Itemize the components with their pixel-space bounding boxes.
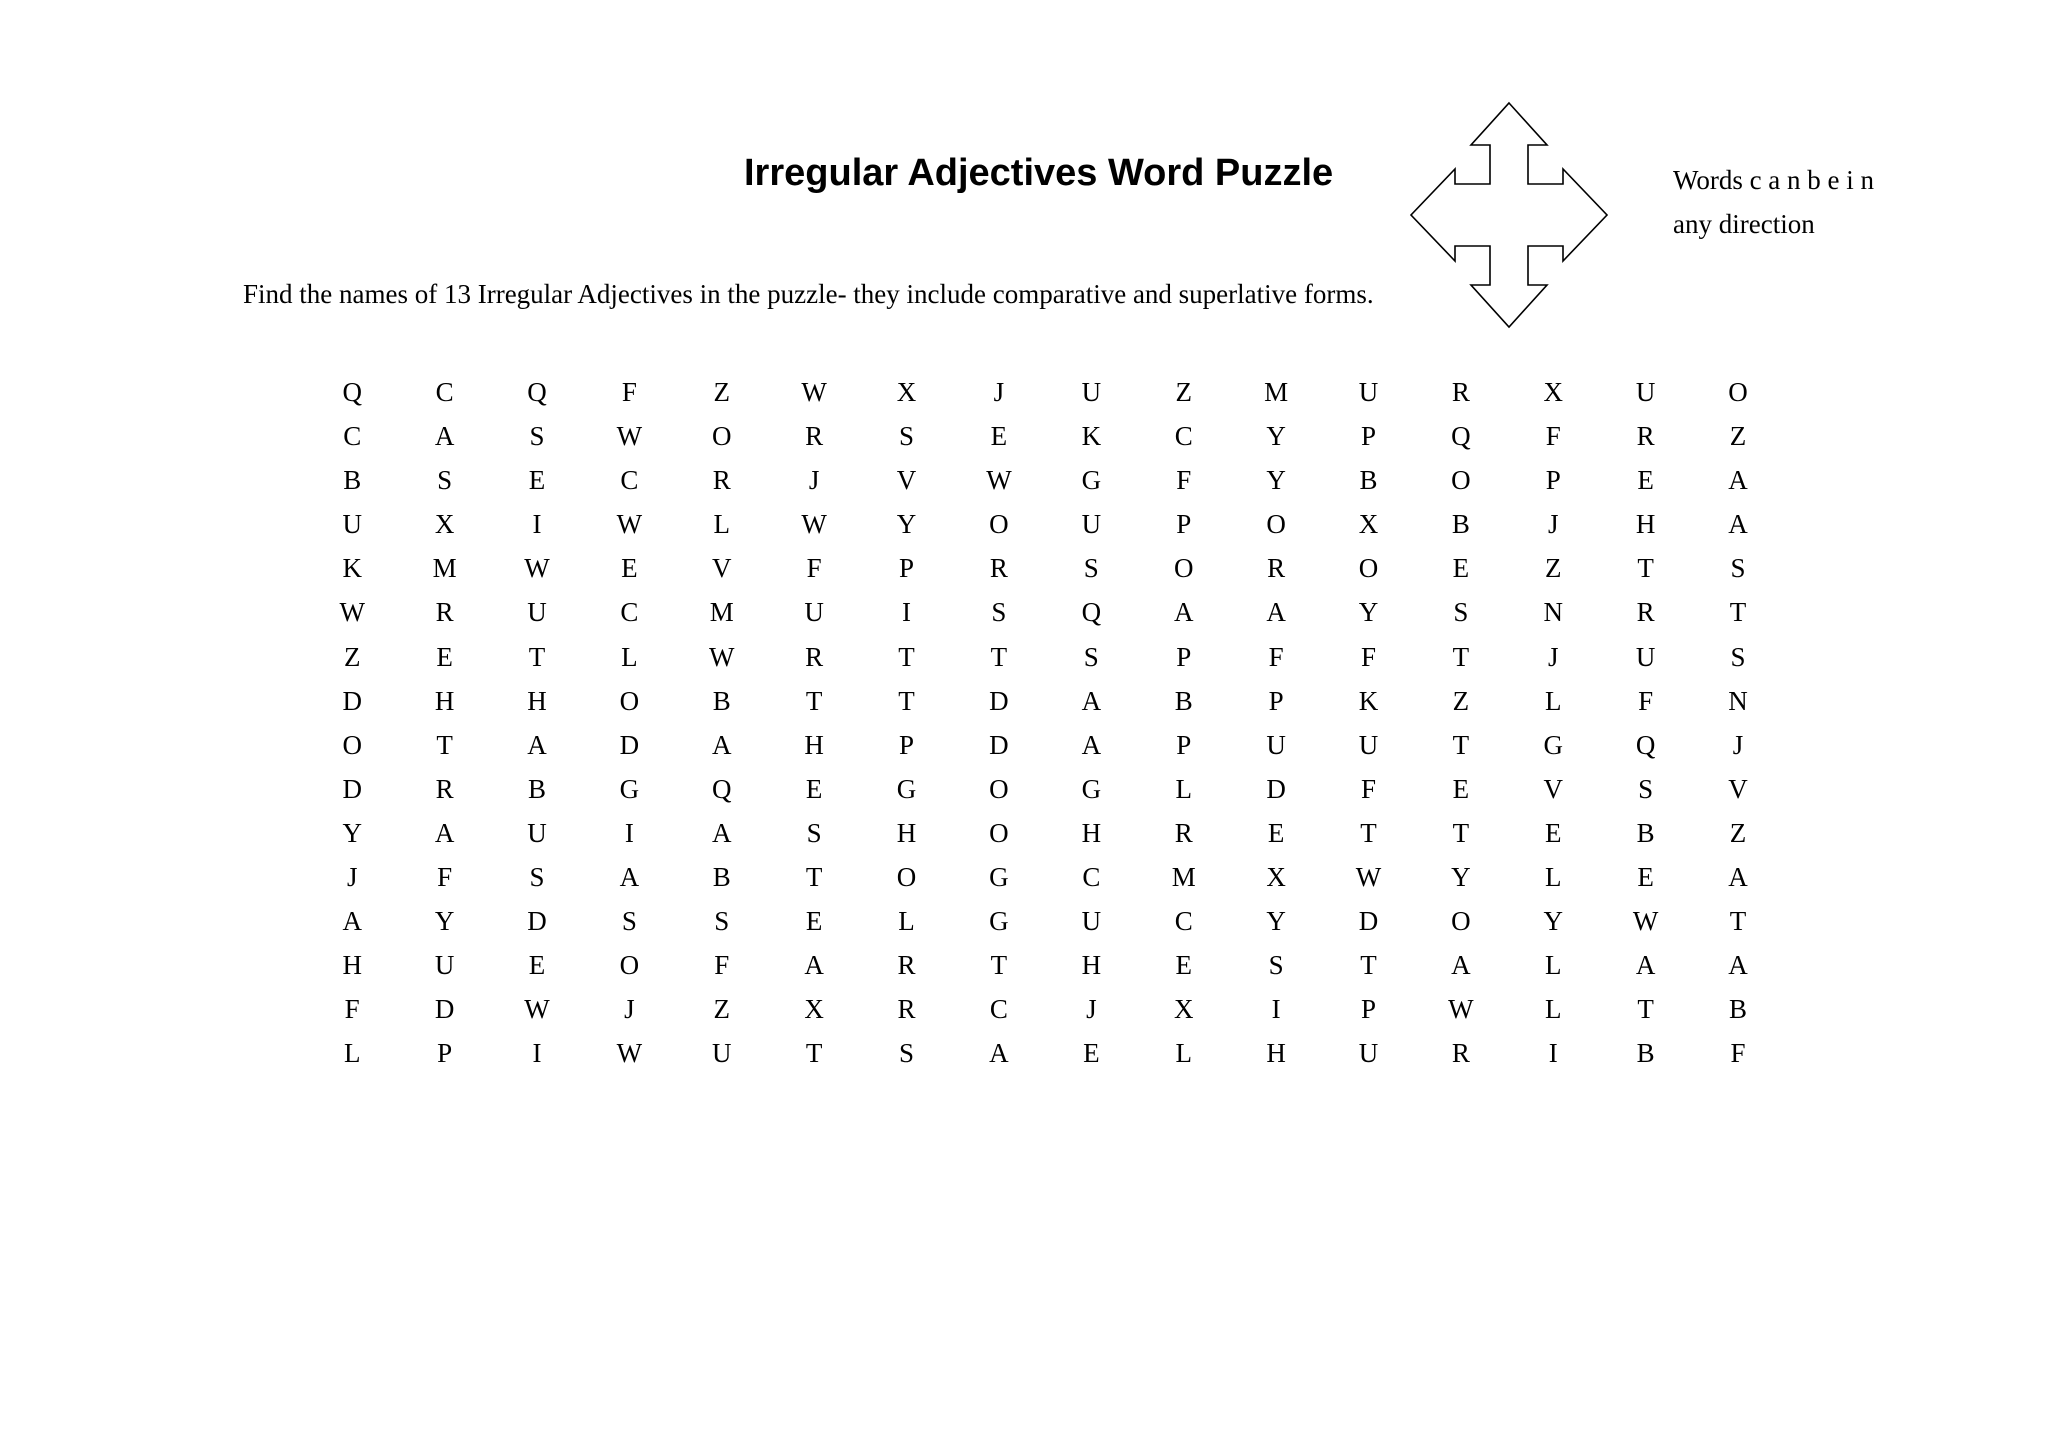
grid-cell[interactable]: H	[527, 685, 547, 716]
grid-cell[interactable]: Y	[1451, 862, 1471, 893]
grid-cell[interactable]: W	[1632, 906, 1659, 937]
grid-cell[interactable]: S	[529, 421, 545, 452]
grid-cell[interactable]: C	[435, 377, 454, 407]
grid-cell[interactable]: Y	[1266, 465, 1286, 496]
grid-cell[interactable]: I	[532, 1038, 542, 1069]
grid-cell[interactable]: B	[1729, 994, 1748, 1025]
grid-cell[interactable]: X	[1358, 509, 1379, 540]
grid-cell[interactable]: F	[1638, 685, 1654, 716]
grid-cell[interactable]: R	[989, 553, 1008, 584]
grid-cell[interactable]: L	[1545, 862, 1562, 893]
grid-cell[interactable]: G	[619, 773, 640, 804]
grid-cell[interactable]: E	[1452, 553, 1470, 584]
grid-cell[interactable]: F	[1360, 773, 1376, 804]
grid-cell[interactable]: O	[712, 421, 732, 452]
grid-cell[interactable]: U	[1358, 1038, 1379, 1069]
grid-cell[interactable]: T	[898, 641, 915, 672]
grid-cell[interactable]: U	[1635, 641, 1656, 672]
grid-cell[interactable]: S	[1730, 553, 1746, 584]
grid-cell[interactable]: E	[1637, 465, 1654, 496]
grid-cell[interactable]: M	[432, 553, 457, 584]
grid-cell[interactable]: S	[714, 906, 730, 937]
grid-cell[interactable]: O	[989, 817, 1009, 848]
grid-cell[interactable]: E	[436, 641, 453, 672]
grid-cell[interactable]: T	[1360, 817, 1377, 848]
grid-cell[interactable]: I	[624, 817, 634, 848]
grid-cell[interactable]: O	[1451, 465, 1471, 496]
grid-cell[interactable]: J	[993, 377, 1005, 407]
grid-cell[interactable]: A	[1173, 597, 1194, 628]
grid-cell[interactable]: U	[1081, 377, 1102, 407]
grid-cell[interactable]: W	[801, 377, 827, 407]
grid-cell[interactable]: P	[1176, 729, 1192, 760]
grid-cell[interactable]: G	[1543, 729, 1564, 760]
grid-cell[interactable]: A	[712, 817, 732, 848]
grid-cell[interactable]: K	[1081, 421, 1102, 452]
instructions-text: Find the names of 13 Irregular Adjectives in the puzzle- they include comparative and superlative forms.	[243, 279, 1374, 309]
grid-cell[interactable]: F	[437, 862, 453, 893]
grid-cell[interactable]: Q	[1451, 421, 1471, 452]
grid-cell[interactable]: Q	[712, 773, 732, 804]
grid-cell[interactable]: B	[1636, 817, 1655, 848]
grid-cell[interactable]: C	[620, 597, 639, 628]
grid-cell[interactable]: U	[342, 509, 362, 540]
grid-cell[interactable]: U	[1358, 729, 1379, 760]
grid-cell[interactable]: Y	[896, 509, 917, 540]
grid-cell[interactable]: D	[434, 994, 455, 1025]
grid-cell[interactable]: O	[896, 862, 917, 893]
grid-cell[interactable]: R	[897, 994, 916, 1025]
grid-cell[interactable]: W	[1448, 994, 1474, 1025]
grid-cell[interactable]: E	[1083, 1038, 1100, 1069]
grid-cell[interactable]: A	[1728, 862, 1748, 893]
grid-cell[interactable]: O	[1266, 509, 1286, 540]
grid-cell[interactable]: C	[620, 465, 639, 496]
grid-cell[interactable]: Y	[434, 906, 455, 937]
grid-cell[interactable]: G	[1081, 773, 1102, 804]
grid-cell[interactable]: Q	[527, 377, 547, 407]
grid-cell[interactable]: A	[804, 950, 824, 981]
grid-cell[interactable]: D	[1358, 906, 1379, 937]
grid-cell[interactable]: D	[619, 729, 640, 760]
grid-cell[interactable]: J	[346, 862, 358, 893]
grid-cell[interactable]: U	[1081, 906, 1102, 937]
grid-cell[interactable]: T	[1637, 553, 1654, 584]
grid-cell[interactable]: A	[1081, 685, 1102, 716]
grid-cell[interactable]: B	[1451, 509, 1470, 540]
grid-cell[interactable]: A	[1451, 950, 1471, 981]
grid-cell[interactable]: O	[1173, 553, 1194, 584]
grid-cell[interactable]: N	[1728, 685, 1748, 716]
grid-cell[interactable]: Z	[1729, 817, 1747, 848]
grid-cell[interactable]: S	[991, 597, 1007, 628]
grid-cell[interactable]: F	[1176, 465, 1192, 496]
grid-cell[interactable]: D	[527, 906, 547, 937]
grid-cell[interactable]: F	[621, 377, 637, 407]
grid-cell[interactable]: A	[527, 729, 547, 760]
grid-cell[interactable]: Y	[1358, 597, 1379, 628]
grid-cell[interactable]: O	[989, 773, 1009, 804]
grid-cell[interactable]: D	[989, 729, 1009, 760]
grid-cell[interactable]: X	[804, 994, 824, 1025]
grid-cell[interactable]: A	[434, 421, 455, 452]
grid-cell[interactable]: V	[1543, 773, 1564, 804]
grid-cell[interactable]: P	[1360, 994, 1376, 1025]
grid-cell[interactable]: W	[616, 1038, 643, 1069]
grid-cell[interactable]: H	[1081, 950, 1102, 981]
grid-cell[interactable]: Y	[1266, 421, 1286, 452]
grid-cell[interactable]: V	[1728, 773, 1748, 804]
puzzle-title: Irregular Adjectives Word Puzzle	[744, 152, 1334, 194]
grid-cell[interactable]: Q	[1081, 597, 1102, 628]
grid-cell[interactable]: Y	[342, 817, 362, 848]
grid-cell[interactable]: U	[1635, 377, 1656, 407]
grid-cell[interactable]: N	[1543, 597, 1564, 628]
grid-cell[interactable]: T	[1452, 729, 1470, 760]
grid-cell[interactable]: Z	[343, 641, 361, 672]
grid-cell[interactable]: R	[1174, 817, 1193, 848]
grid-cell[interactable]: U	[434, 950, 455, 981]
grid-cell[interactable]: L	[713, 509, 730, 540]
grid-cell[interactable]: L	[1545, 950, 1562, 981]
grid-cell[interactable]: B	[1636, 1038, 1655, 1069]
grid-cell[interactable]: B	[343, 465, 362, 496]
grid-cell[interactable]: T	[1452, 641, 1470, 672]
grid-cell[interactable]: B	[712, 685, 731, 716]
grid-cell[interactable]: F	[1360, 641, 1376, 672]
grid-cell[interactable]: S	[1268, 950, 1284, 981]
grid-cell[interactable]: R	[805, 641, 824, 672]
grid-cell[interactable]: I	[1548, 1038, 1558, 1069]
grid-cell[interactable]: D	[342, 685, 362, 716]
grid-cell[interactable]: F	[1730, 1038, 1746, 1069]
grid-cell[interactable]: H	[1635, 509, 1656, 540]
grid-cell[interactable]: R	[1636, 421, 1655, 452]
grid-cell[interactable]: S	[621, 906, 637, 937]
direction-note-line-2: any direction	[1673, 209, 1815, 239]
grid-cell[interactable]: S	[1730, 641, 1746, 672]
grid-cell[interactable]: Z	[713, 994, 730, 1025]
grid-cell[interactable]: T	[1637, 994, 1654, 1025]
grid-cell[interactable]: X	[1543, 377, 1564, 407]
grid-cell[interactable]: Z	[1729, 421, 1747, 452]
grid-cell[interactable]: A	[1081, 729, 1102, 760]
grid-cell[interactable]: E	[805, 906, 823, 937]
grid-cell[interactable]: G	[989, 862, 1009, 893]
grid-cell[interactable]: H	[342, 950, 362, 981]
grid-cell[interactable]: R	[712, 465, 731, 496]
grid-cell[interactable]: O	[1451, 906, 1471, 937]
grid-cell[interactable]: V	[712, 553, 732, 584]
grid-cell[interactable]: E	[1545, 817, 1562, 848]
grid-cell[interactable]: V	[896, 465, 917, 496]
grid-cell[interactable]: J	[808, 465, 820, 496]
grid-cell[interactable]: R	[805, 421, 824, 452]
grid-cell[interactable]: F	[806, 553, 822, 584]
grid-cell[interactable]: B	[1359, 465, 1378, 496]
grid-cell[interactable]: O	[989, 509, 1009, 540]
grid-cell[interactable]: A	[989, 1038, 1009, 1069]
grid-cell[interactable]: R	[1267, 553, 1286, 584]
grid-cell[interactable]: C	[1174, 421, 1193, 452]
grid-cell[interactable]: E	[528, 950, 546, 981]
grid-cell[interactable]: E	[528, 465, 546, 496]
grid-cell[interactable]: E	[805, 773, 823, 804]
grid-cell[interactable]: X	[434, 509, 455, 540]
grid-cell[interactable]: X	[896, 377, 917, 407]
grid-cell[interactable]: W	[801, 509, 827, 540]
grid-cell[interactable]: R	[1636, 597, 1655, 628]
grid-cell[interactable]: U	[527, 597, 547, 628]
grid-cell[interactable]: J	[1548, 641, 1559, 672]
grid-cell[interactable]: C	[343, 421, 362, 452]
grid-cell[interactable]: M	[1171, 862, 1196, 893]
grid-cell[interactable]: T	[805, 862, 823, 893]
grid-cell[interactable]: S	[437, 465, 453, 496]
grid-cell[interactable]: E	[1267, 817, 1285, 848]
grid-cell[interactable]: P	[1176, 509, 1192, 540]
grid-cell[interactable]: W	[524, 553, 550, 584]
grid-cell[interactable]: O	[619, 950, 640, 981]
grid-cell[interactable]: O	[1728, 377, 1748, 407]
grid-cell[interactable]: W	[524, 994, 550, 1025]
grid-cell[interactable]: U	[712, 1038, 732, 1069]
grid-cell[interactable]: A	[1728, 950, 1748, 981]
grid-cell[interactable]: O	[1358, 553, 1379, 584]
grid-cell[interactable]: U	[1266, 729, 1286, 760]
grid-cell[interactable]: C	[1174, 906, 1193, 937]
grid-cell[interactable]: G	[896, 773, 917, 804]
grid-cell[interactable]: P	[1545, 465, 1561, 496]
grid-cell[interactable]: S	[899, 1038, 915, 1069]
grid-cell[interactable]: U	[527, 817, 547, 848]
direction-note-line-1: Words c a n b e i n	[1673, 165, 1875, 195]
grid-cell[interactable]: F	[1268, 641, 1284, 672]
grid-cell[interactable]: Z	[1452, 685, 1470, 716]
grid-cell[interactable]: A	[712, 729, 732, 760]
grid-cell[interactable]: W	[1355, 862, 1382, 893]
grid-cell[interactable]: E	[1637, 862, 1654, 893]
grid-cell[interactable]: P	[1176, 641, 1192, 672]
grid-cell[interactable]: U	[1358, 377, 1379, 407]
grid-cell[interactable]: F	[1545, 421, 1561, 452]
grid-cell[interactable]: M	[1264, 377, 1289, 407]
grid-cell[interactable]: C	[989, 994, 1008, 1025]
grid-cell[interactable]: T	[1729, 906, 1747, 937]
grid-cell[interactable]: A	[1728, 509, 1748, 540]
grid-cell[interactable]: E	[1452, 773, 1470, 804]
grid-cell[interactable]: P	[899, 553, 915, 584]
grid-cell[interactable]: E	[621, 553, 638, 584]
grid-cell[interactable]: J	[1086, 994, 1097, 1025]
direction-note	[1673, 158, 1933, 246]
grid-cell[interactable]: Z	[1175, 377, 1192, 407]
grid-cell[interactable]: Y	[1543, 906, 1564, 937]
grid-cell[interactable]: L	[898, 906, 915, 937]
grid-cell[interactable]: T	[1452, 817, 1470, 848]
grid-cell[interactable]: O	[619, 685, 640, 716]
grid-cell[interactable]: C	[1082, 862, 1101, 893]
grid-cell[interactable]: S	[1453, 597, 1469, 628]
grid-cell[interactable]: R	[1451, 1038, 1470, 1069]
grid-cell[interactable]: B	[1174, 685, 1193, 716]
grid-cell[interactable]: J	[624, 994, 635, 1025]
grid-cell[interactable]: X	[1173, 994, 1194, 1025]
grid-cell[interactable]: Z	[1545, 553, 1562, 584]
grid-cell[interactable]: F	[714, 950, 730, 981]
grid-cell[interactable]: H	[804, 729, 824, 760]
grid-cell[interactable]: S	[529, 862, 545, 893]
grid-cell[interactable]: B	[527, 773, 546, 804]
grid-cell[interactable]: R	[1451, 377, 1470, 407]
grid-cell[interactable]: T	[1360, 950, 1377, 981]
grid-cell[interactable]: J	[1732, 729, 1744, 760]
grid-cell[interactable]: S	[1083, 553, 1099, 584]
grid-cell[interactable]: P	[437, 1038, 453, 1069]
grid-cell[interactable]: K	[342, 553, 362, 584]
grid-cell[interactable]: P	[899, 729, 915, 760]
grid-cell[interactable]: A	[342, 906, 362, 937]
grid-cell[interactable]: W	[986, 465, 1012, 496]
grid-cell[interactable]: E	[990, 421, 1008, 452]
grid-cell[interactable]: L	[1545, 994, 1562, 1025]
grid-cell[interactable]: K	[1358, 685, 1379, 716]
grid-cell[interactable]: A	[1728, 465, 1748, 496]
grid-cell[interactable]: W	[616, 421, 643, 452]
grid-cell[interactable]: A	[619, 862, 640, 893]
grid-cell[interactable]: T	[528, 641, 546, 672]
grid-cell[interactable]: S	[899, 421, 915, 452]
grid-cell[interactable]: W	[616, 509, 643, 540]
grid-cell[interactable]: R	[435, 773, 454, 804]
grid-cell[interactable]: A	[1266, 597, 1286, 628]
grid-cell[interactable]: L	[1175, 1038, 1192, 1069]
grid-cell[interactable]: O	[342, 729, 362, 760]
grid-cell[interactable]: M	[709, 597, 734, 628]
letter-grid	[306, 370, 1784, 1076]
grid-cell[interactable]: H	[434, 685, 455, 716]
grid-cell[interactable]: Z	[713, 377, 730, 407]
four-way-arrow-icon	[1408, 100, 1610, 330]
grid-cell[interactable]: T	[1729, 597, 1747, 628]
grid-cell[interactable]: L	[1545, 685, 1562, 716]
grid-cell[interactable]: I	[902, 597, 912, 628]
grid-cell[interactable]: G	[1081, 465, 1102, 496]
grid-cell[interactable]: S	[806, 817, 822, 848]
grid-cell[interactable]: P	[1360, 421, 1376, 452]
grid-cell[interactable]: X	[1266, 862, 1286, 893]
grid-cell[interactable]: H	[896, 817, 917, 848]
grid-cell[interactable]: A	[434, 817, 455, 848]
grid-cell[interactable]: Q	[1635, 729, 1656, 760]
grid-cell[interactable]: P	[1268, 685, 1284, 716]
grid-cell[interactable]: J	[1548, 509, 1559, 540]
grid-cell[interactable]: Q	[342, 377, 362, 407]
grid-cell[interactable]: A	[1635, 950, 1656, 981]
grid-cell[interactable]: E	[1175, 950, 1192, 981]
grid-cell[interactable]: S	[1083, 641, 1099, 672]
grid-cell[interactable]: L	[343, 1038, 361, 1069]
grid-cell[interactable]: T	[436, 729, 453, 760]
grid-cell[interactable]: I	[1271, 994, 1281, 1025]
grid-cell[interactable]: D	[342, 773, 362, 804]
grid-cell[interactable]: T	[805, 685, 823, 716]
grid-cell[interactable]: U	[804, 597, 824, 628]
grid-cell[interactable]: T	[805, 1038, 823, 1069]
grid-cell[interactable]: G	[989, 906, 1009, 937]
grid-cell[interactable]: U	[1081, 509, 1102, 540]
grid-cell[interactable]: R	[435, 597, 454, 628]
grid-cell[interactable]: H	[1081, 817, 1102, 848]
grid-cell[interactable]: S	[1638, 773, 1654, 804]
grid-cell[interactable]: B	[712, 862, 731, 893]
grid-cell[interactable]: L	[621, 641, 638, 672]
grid-cell[interactable]: L	[1175, 773, 1192, 804]
grid-cell[interactable]: I	[532, 509, 542, 540]
grid-cell[interactable]: W	[339, 597, 365, 628]
grid-cell[interactable]: T	[990, 950, 1008, 981]
grid-cell[interactable]: F	[344, 994, 360, 1025]
grid-cell[interactable]: T	[990, 641, 1008, 672]
grid-cell[interactable]: D	[989, 685, 1009, 716]
grid-cell[interactable]: Y	[1266, 906, 1286, 937]
grid-cell[interactable]: T	[898, 685, 915, 716]
grid-cell[interactable]: W	[709, 641, 735, 672]
grid-cell[interactable]: D	[1266, 773, 1286, 804]
grid-cell[interactable]: R	[897, 950, 916, 981]
grid-cell[interactable]: H	[1266, 1038, 1286, 1069]
